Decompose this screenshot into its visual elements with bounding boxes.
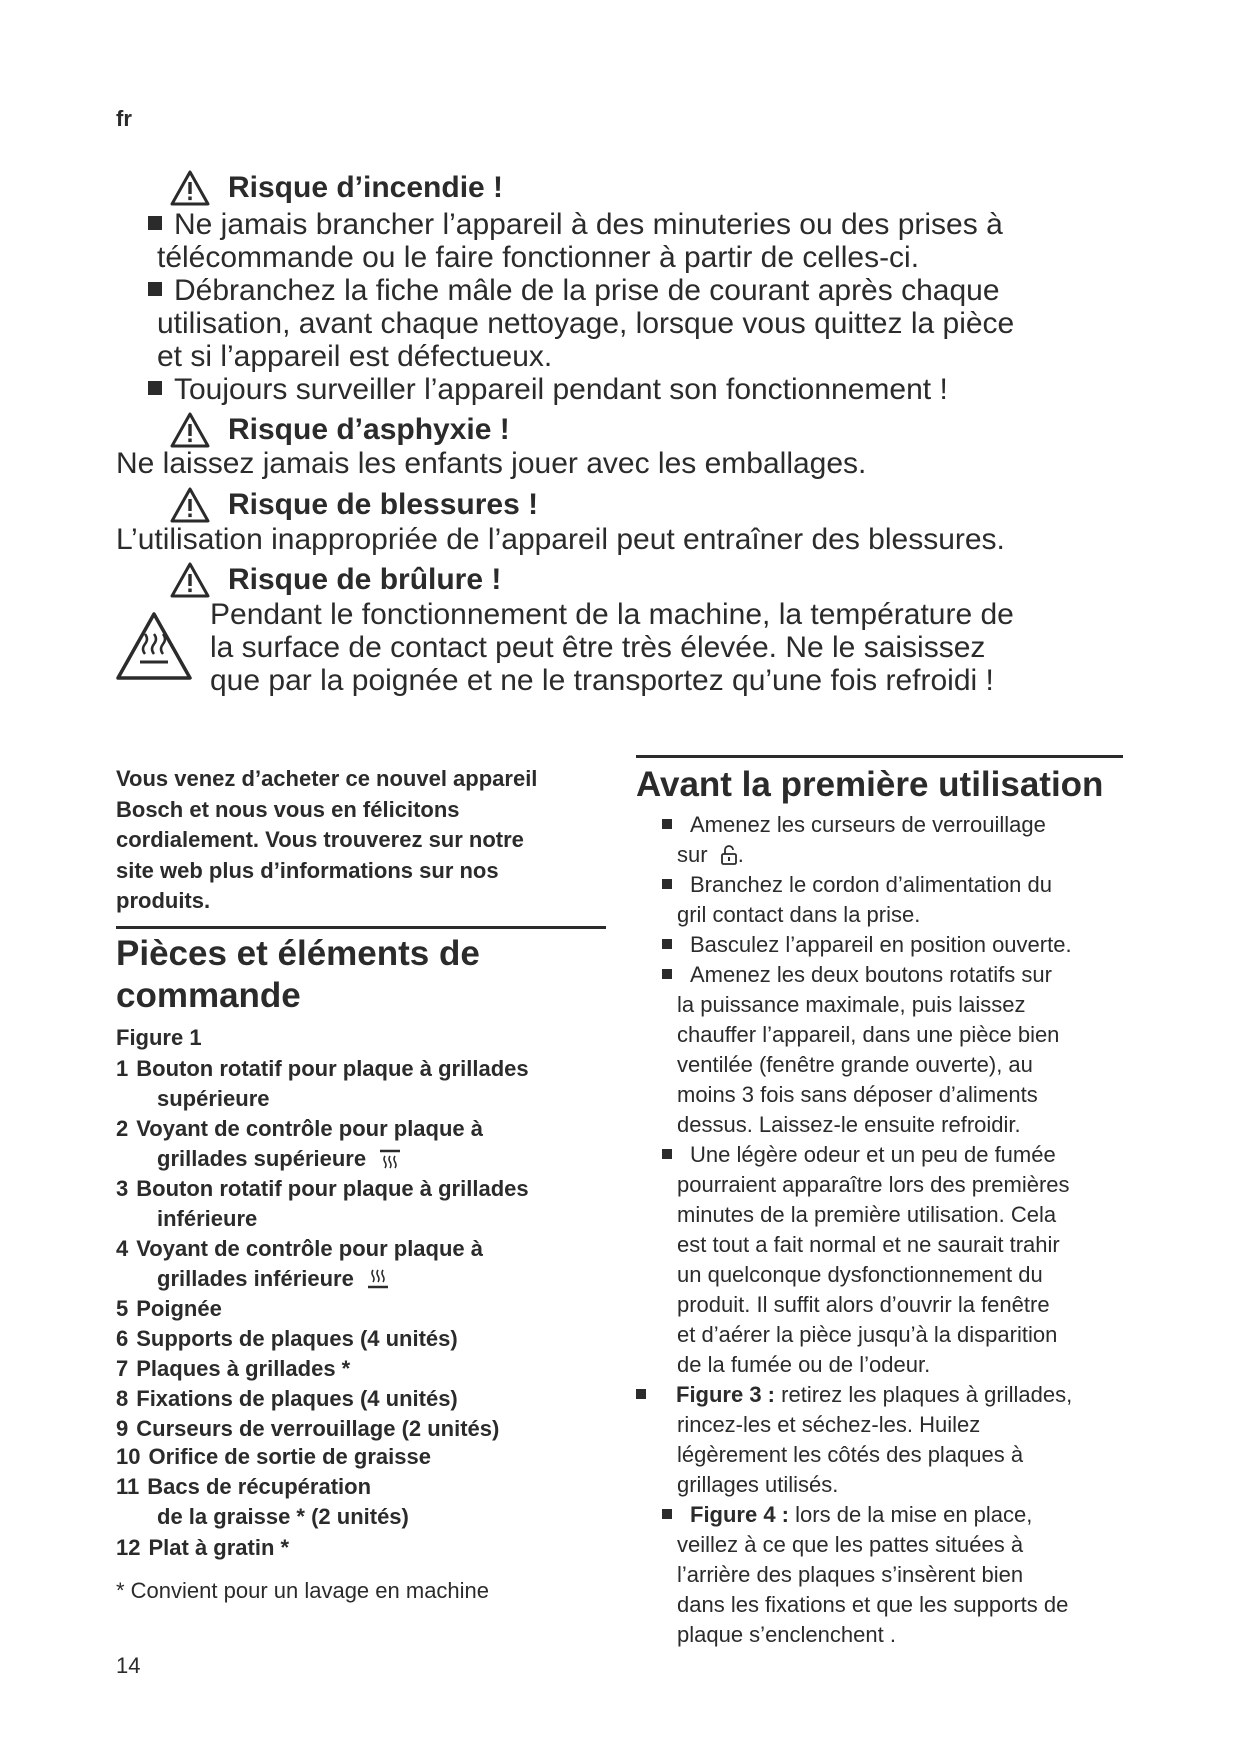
first-use-line: de la fumée ou de l’odeur. — [677, 1352, 931, 1377]
asphyxia-text: Ne laissez jamais les enfants jouer avec les emballages. — [116, 447, 867, 480]
first-use-bullet: Figure 3 : retirez les plaques à grillades, — [636, 1380, 1072, 1410]
warning-triangle-icon — [170, 487, 210, 523]
first-use-bullet: Une légère odeur et un peu de fumée — [662, 1140, 1056, 1170]
first-use-line: gril contact dans la prise. — [677, 902, 921, 927]
bullet-square — [662, 879, 672, 889]
first-use-line: légèrement les côtés des plaques à — [677, 1442, 1024, 1467]
language-tag: fr — [116, 106, 132, 131]
first-use-line: ventilée (fenêtre grande ouverte), au — [677, 1052, 1033, 1077]
fire-bullet-1-cont: télécommande ou le faire fonctionner à partir de celles-ci. — [157, 241, 920, 274]
first-use-line: minutes de la première utilisation. Cela — [677, 1202, 1057, 1227]
lower-heat-icon — [366, 1268, 390, 1290]
unlock-icon — [720, 844, 738, 866]
parts-list-item: 7 Plaques à grillades * — [116, 1356, 351, 1381]
intro-paragraph: Vous venez d’acheter ce nouvel appareil Bosch et nous vous en félicitons cordialement. Vous trouverez sur notre site web plus d’informations sur nos produits. — [116, 766, 538, 913]
first-use-bullet: Figure 4 : lors de la mise en place, — [662, 1500, 1032, 1530]
bullet-square — [662, 939, 672, 949]
injury-text: L’utilisation inappropriée de l’appareil peut entraîner des blessures. — [116, 523, 1005, 556]
warning-triangle-icon — [170, 170, 210, 206]
parts-heading: Pièces et éléments de commande — [116, 934, 480, 1015]
fire-bullet-2-cont1: utilisation, avant chaque nettoyage, lorsque vous quittez la pièce — [157, 307, 1015, 340]
first-use-bullet: Amenez les deux boutons rotatifs sur — [662, 960, 1052, 990]
first-use-line: dans les fixations et que les supports de — [677, 1592, 1069, 1617]
parts-list-item: 8 Fixations de plaques (4 unités) — [116, 1386, 458, 1411]
fire-bullet-2-cont2: et si l’appareil est défectueux. — [157, 340, 553, 373]
fire-bullet-3: Toujours surveiller l’appareil pendant son fonctionnement ! — [148, 373, 948, 406]
first-use-line: produit. Il suffit alors d’ouvrir la fenêtre — [677, 1292, 1050, 1317]
first-use-bullet: Amenez les curseurs de verrouillage — [662, 810, 1046, 840]
first-use-line: chauffer l’appareil, dans une pièce bien — [677, 1022, 1060, 1047]
warning-triangle-icon — [170, 562, 210, 598]
first-use-line: grillages utilisés. — [677, 1472, 839, 1497]
bullet-square — [662, 819, 672, 829]
bullet-square — [148, 381, 162, 395]
injury-warning-title: Risque de blessures ! — [170, 487, 538, 523]
bullet-square — [148, 216, 162, 230]
burn-text-l2: la surface de contact peut être très élevée. Ne le saisissez — [210, 631, 986, 664]
first-use-line: et d’aérer la pièce jusqu’à la disparition — [677, 1322, 1058, 1347]
fire-bullet-1: Ne jamais brancher l’appareil à des minuteries ou des prises à — [148, 208, 1003, 241]
asphyxia-warning-title: Risque d’asphyxie ! — [170, 412, 510, 448]
upper-heat-icon — [378, 1148, 402, 1170]
parts-list-item: 3 Bouton rotatif pour plaque à grillades inférieure — [116, 1176, 529, 1231]
first-use-bullet: Branchez le cordon d’alimentation du — [662, 870, 1052, 900]
first-use-line: plaque s’enclenchent . — [677, 1622, 896, 1647]
bullet-square — [636, 1389, 646, 1399]
first-use-heading: Avant la première utilisation — [636, 765, 1104, 804]
bullet-square — [662, 969, 672, 979]
burn-text-l1: Pendant le fonctionnement de la machine, la température de — [210, 598, 1014, 631]
hot-surface-icon — [114, 610, 194, 682]
parts-list-item: 12 Plat à gratin * — [116, 1535, 290, 1560]
first-use-bullet: Basculez l’appareil en position ouverte. — [662, 930, 1072, 960]
first-use-line: pourraient apparaître lors des premières — [677, 1172, 1070, 1197]
first-use-line: dessus. Laissez-le ensuite refroidir. — [677, 1112, 1021, 1137]
parts-list-item: 2 Voyant de contrôle pour plaque à grillades supérieure — [116, 1116, 483, 1171]
parts-list-item: 4 Voyant de contrôle pour plaque à grillades inférieure — [116, 1236, 483, 1291]
first-use-line: un quelconque dysfonctionnement du — [677, 1262, 1043, 1287]
parts-list-item: 1 Bouton rotatif pour plaque à grillades supérieure — [116, 1056, 529, 1111]
bullet-square — [148, 282, 162, 296]
first-use-line: rincez-les et séchez-les. Huilez — [677, 1412, 981, 1437]
bullet-square — [662, 1509, 672, 1519]
first-use-line: sur . — [677, 842, 744, 867]
parts-list-item: 6 Supports de plaques (4 unités) — [116, 1326, 458, 1351]
section-divider — [116, 926, 606, 929]
burn-text-l3: que par la poignée et ne le transportez qu’une fois refroidi ! — [210, 664, 994, 697]
first-use-line: veillez à ce que les pattes situées à — [677, 1532, 1024, 1557]
warning-triangle-icon — [170, 412, 210, 448]
section-divider — [636, 755, 1123, 758]
first-use-line: l’arrière des plaques s’insèrent bien — [677, 1562, 1024, 1587]
first-use-line: est tout a fait normal et ne saurait trahir — [677, 1232, 1060, 1257]
page-number: 14 — [116, 1653, 141, 1678]
first-use-line: moins 3 fois sans déposer d’aliments — [677, 1082, 1038, 1107]
parts-list-item: 9 Curseurs de verrouillage (2 unités) — [116, 1416, 500, 1441]
parts-list-item: 5 Poignée — [116, 1296, 222, 1321]
bullet-square — [662, 1149, 672, 1159]
figure-1-label: Figure 1 — [116, 1025, 202, 1050]
fire-bullet-2: Débranchez la fiche mâle de la prise de courant après chaque — [148, 274, 1000, 307]
footnote: * Convient pour un lavage en machine — [116, 1578, 490, 1603]
parts-list-item: 10 Orifice de sortie de graisse — [116, 1444, 431, 1469]
fire-warning-title: Risque d’incendie ! — [170, 170, 503, 206]
parts-list-item: 11 Bacs de récupération de la graisse * (2 unités) — [116, 1474, 409, 1529]
first-use-line: la puissance maximale, puis laissez — [677, 992, 1026, 1017]
burn-warning-title: Risque de brûlure ! — [170, 562, 501, 598]
